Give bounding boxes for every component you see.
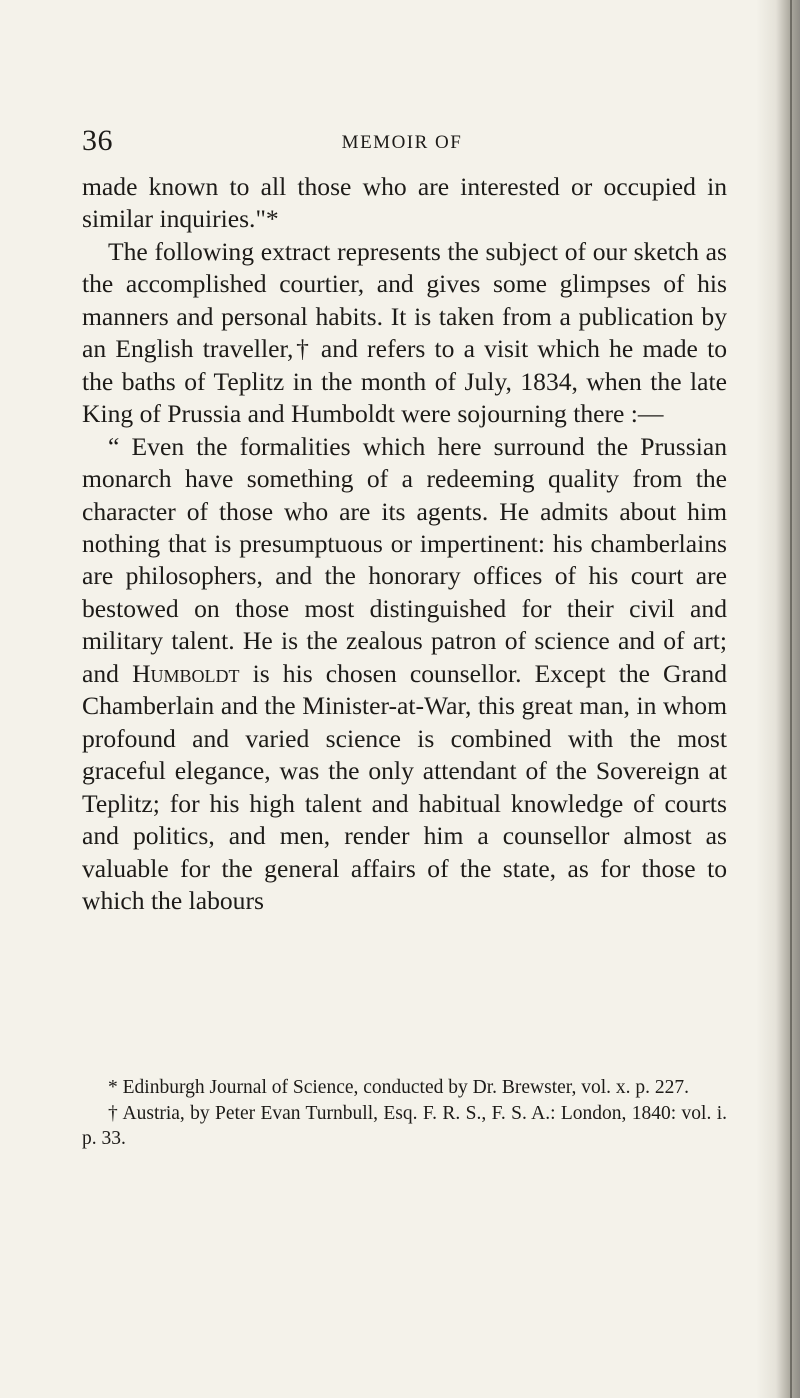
footnotes (82, 1075, 727, 1152)
footnote-2: † Austria, by Peter Evan Turnbull, Esq. F. R. S., F. S. A.: London, 1840: vol. i. p. 33. (82, 1102, 727, 1149)
quotation-text-end: is his chosen counsellor. Except the Grand Chamberlain and the Minister-at-War, this great man, in whom profound and varied science is combined with the most graceful elegance, was the only attendant of the Sovereign at Teplitz; for his high talent and habitual knowledge of courts and politics, and men, render him a counsellor almost as valuable for the general affairs of the state, as for those to which the labours (82, 658, 728, 915)
page-header (82, 124, 742, 164)
humboldt-name: Humboldt (132, 658, 240, 688)
quotation-text-start: “ Even the formalities which here surround the Prussian monarch have something of a redeeming quality from the character of those who are its agents. He admits about him nothing that is presumptuous or impertinent: his chamberlains are philosophers, and the honorary offices of his court are bestowed on those most distinguished for their civil and military talent. He is the zealous patron of science and of art; and (82, 431, 727, 688)
running-head: MEMOIR OF (341, 132, 463, 153)
paragraph-extract-intro: The following extract represents the subject of our sketch as the accomplished courtier, and gives some glimpses of his manners and personal habits. It is taken from a publication by an English traveller,† and refers to a visit which he made to the baths of Teplitz in the month of July, 1834, when the late King of Prussia and Humboldt were sojourning there :— (82, 236, 727, 429)
paragraph-continuation: made known to all those who are interested or occupied in similar inquiries."* (82, 172, 727, 234)
paragraph-quotation (82, 431, 727, 918)
footnote-1: * Edinburgh Journal of Science, conducted by Dr. Brewster, vol. x. p. 227. (108, 1077, 690, 1098)
page-number: 36 (82, 124, 113, 157)
page-edge-shadow (756, 0, 800, 1398)
page-edge-line (790, 0, 792, 1398)
body-text (82, 171, 727, 917)
